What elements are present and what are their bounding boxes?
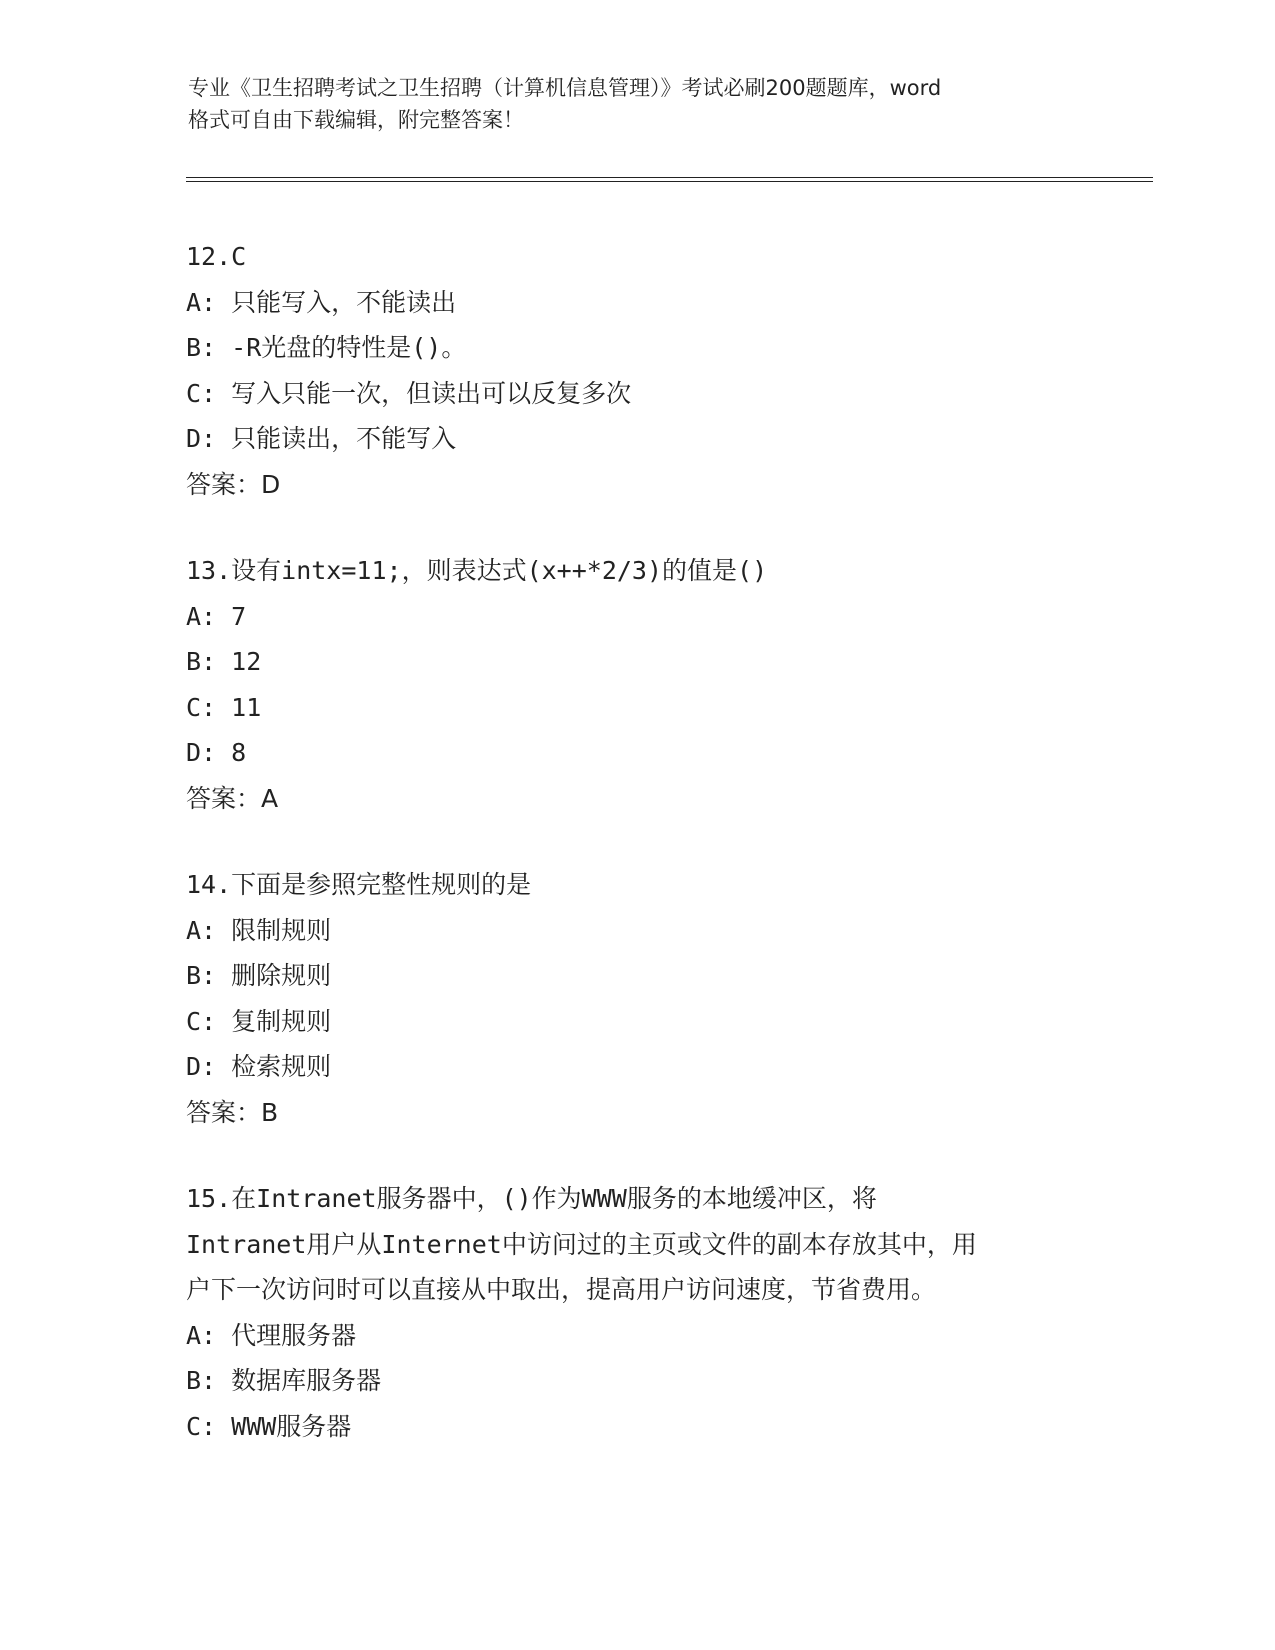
option-c: C: 11	[186, 692, 262, 722]
question-stem-line-1: 15.在Intranet服务器中，()作为WWW服务的本地缓冲区，将	[186, 1184, 877, 1213]
question-stem: 14.下面是参照完整性规则的是	[186, 870, 532, 899]
option-b: B: -R光盘的特性是()。	[186, 333, 467, 362]
question-item	[186, 548, 1086, 821]
answer-text: 答案：B	[186, 1097, 279, 1127]
option-c: C: WWW服务器	[186, 1411, 352, 1441]
option-c: C: 复制规则	[186, 1006, 332, 1036]
question-stem: 13.设有intx=11;，则表达式(x++*2/3)的值是()	[186, 556, 768, 585]
question-stem: 12.C	[186, 242, 247, 271]
option-a: A: 代理服务器	[186, 1320, 357, 1350]
question-item	[186, 1176, 1086, 1449]
question-item	[186, 234, 1086, 507]
option-d: D: 检索规则	[186, 1052, 332, 1081]
option-d: D: 8	[186, 738, 247, 767]
question-stem-line-3: 户下一次访问时可以直接从中取出，提高用户访问速度，节省费用。	[186, 1275, 937, 1304]
answer-text: 答案：D	[186, 469, 281, 499]
header-title-line-1: 专业《卫生招聘考试之卫生招聘（计算机信息管理）》考试必刷200题题库，word	[188, 76, 942, 100]
option-b: B: 12	[186, 647, 262, 676]
page-header	[188, 72, 1088, 136]
option-a: A: 7	[186, 601, 247, 631]
option-a: A: 限制规则	[186, 915, 332, 945]
option-b: B: 删除规则	[186, 961, 332, 990]
answer-text: 答案：A	[186, 783, 279, 813]
header-divider	[186, 177, 1153, 182]
option-c: C: 写入只能一次，但读出可以反复多次	[186, 378, 632, 408]
question-stem-line-2: Intranet用户从Internet中访问过的主页或文件的副本存放其中，用	[186, 1229, 977, 1259]
question-list	[186, 234, 1086, 1490]
option-d: D: 只能读出，不能写入	[186, 424, 457, 453]
option-b: B: 数据库服务器	[186, 1366, 382, 1395]
header-title-line-2: 格式可自由下载编辑，附完整答案！	[188, 108, 524, 132]
question-item	[186, 862, 1086, 1135]
option-a: A: 只能写入，不能读出	[186, 287, 457, 317]
